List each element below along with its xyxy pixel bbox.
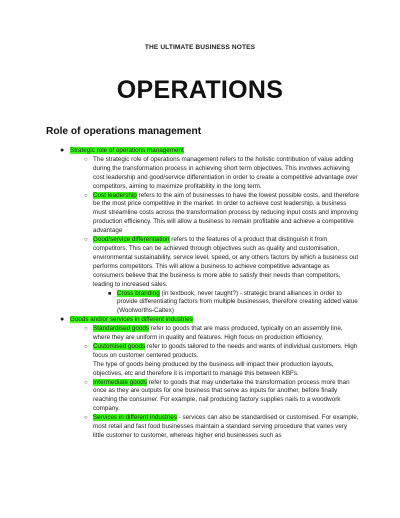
paragraph-text: The strategic role of operations management refers to the holistic contribution of value adding during the transformation process in achieving short term objectives. This involves achieving cost leadership and good/service differentiation in order to create a competitive advantage over competitors, aiming to maximize profitability in the long term.	[93, 155, 358, 190]
list-item	[84, 378, 360, 415]
highlighted-term: Services in different industries	[93, 414, 177, 422]
highlighted-term: Standardised goods	[93, 325, 150, 333]
highlighted-term: Goods and/or services in different industries	[70, 316, 193, 324]
highlighted-term: Cross branding	[117, 289, 160, 297]
document-body	[0, 147, 400, 441]
paragraph-text: refers to the features of a product that distinguish it from competitors. This can be achieved through objectives such as quality and customisation, environmental sustainability, service level, speed, or any others factors by which a business out performs competitors. This will allow a business to achieve competitive advantage as consumers believe that the business is more able to satisfy their needs than competitors, leading to increased sales.	[93, 236, 359, 288]
paragraph-text: refer to goods that may undertake the transformation process more than once as they are outputs for one business that serve as inputs for another, before finally reaching the consumer. For example, nail producing factory supplies nails to a woodwork company.	[93, 378, 350, 413]
bullet-icon: ○	[84, 379, 88, 386]
list-item	[93, 361, 360, 379]
paragraph-text: refer to goods that are mass produced, typically on an assembly line, where they are uniform in quality and features. High focus on production efficiency.	[93, 325, 343, 342]
list-item	[84, 325, 360, 343]
bullet-icon: ○	[84, 415, 88, 422]
bullet-icon: ○	[84, 326, 88, 333]
document-title: OPERATIONS	[116, 76, 284, 104]
paragraph-text: refers to the aim of businesses to have the lowest possible costs, and therefore be the most price competitive in the market. In order to achieve cost leadership, a business must streamline costs across the transformation process by reducing input costs and improving production efficiency. This will allow a business to remain profitable and achieve a competitive advantage	[93, 191, 360, 235]
list-item	[84, 155, 360, 192]
highlighted-term: Good/service differentiation	[93, 236, 170, 244]
document-header: THE ULTIMATE BUSINESS NOTES	[144, 44, 256, 51]
list-item	[84, 414, 360, 441]
bullet-icon: ●	[60, 316, 65, 324]
bullet-icon: ○	[84, 156, 88, 163]
highlighted-term: Cost leadership	[93, 191, 137, 199]
list-item	[84, 236, 360, 289]
list-item	[84, 342, 360, 361]
paragraph-text: refer to goods tailored to the needs and wants of individual customers. High focus on customer centered products.	[93, 342, 358, 359]
paragraph-text: The type of goods being produced by the business will impact their production layouts, objectives, etc and therefore it is important to manage this between KBFs.	[93, 360, 334, 377]
paragraph-text: (in textbook, never taught?) - strategic brand alliances in order to provide differentiating factors from multiple businesses, therefore creating added value (Woolworths-Caltex)	[117, 289, 358, 315]
section-heading: Role of operations management	[46, 126, 202, 137]
list-item	[108, 289, 360, 317]
bullet-icon: ■	[108, 290, 112, 297]
paragraph-text: - services can also be standardised or customised. For example, most retail and fast food businesses maintain a standard serving procedure that varies very little customer to customer, whereas higher end businesses such as	[93, 414, 359, 439]
bullet-icon: ●	[60, 147, 65, 154]
bullet-icon: ○	[84, 192, 88, 199]
highlighted-term: Strategic role of operations management	[70, 147, 184, 154]
highlighted-term: Customised goods	[93, 342, 146, 350]
list-item	[60, 147, 360, 156]
highlighted-term: Intermediate goods	[93, 378, 147, 386]
list-item	[60, 316, 360, 325]
bullet-icon: ○	[84, 237, 88, 244]
list-item	[84, 191, 360, 237]
bullet-icon: ○	[84, 343, 88, 350]
